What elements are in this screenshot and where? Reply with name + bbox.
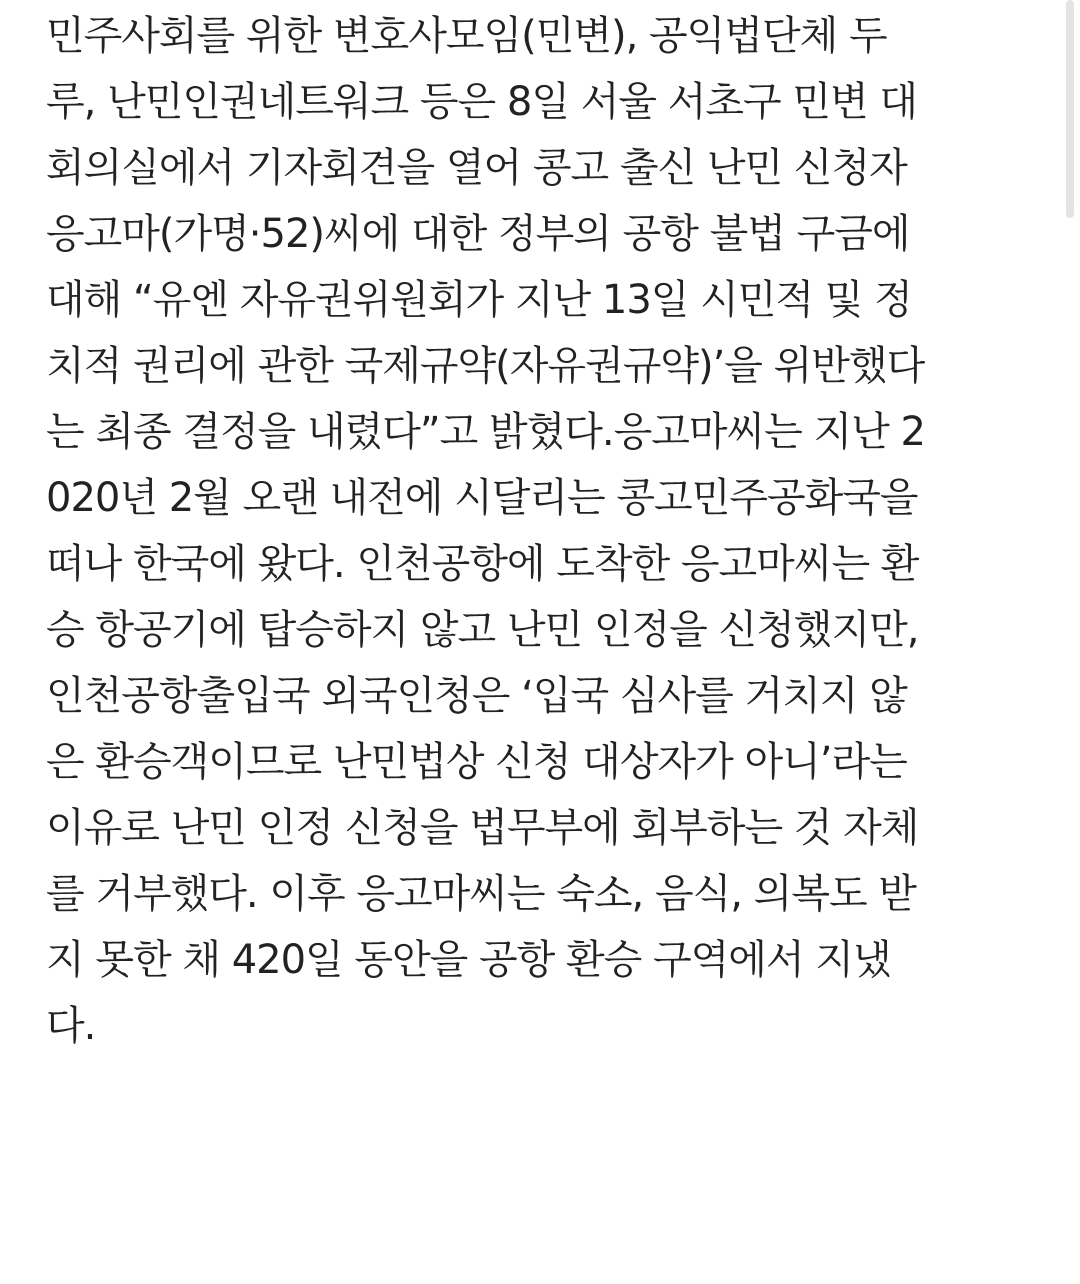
article-line: 대해 “유엔 자유권위원회가 지난 13일 시민적 및 정	[46, 277, 912, 323]
article-line: 응고마(가명·52)씨에 대한 정부의 공항 불법 구금에	[46, 211, 910, 257]
article-line: 회의실에서 기자회견을 열어 콩고 출신 난민 신청자	[46, 145, 907, 191]
article-line: 지 못한 채 420일 동안을 공항 환승 구역에서 지냈	[46, 937, 891, 983]
article-line: 이유로 난민 인정 신청을 법무부에 회부하는 것 자체	[46, 805, 919, 851]
article-line: 루, 난민인권네트워크 등은 8일 서울 서초구 민변 대	[46, 79, 917, 125]
article-line: 민주사회를 위한 변호사모임(민변), 공익법단체 두	[46, 13, 887, 59]
article-line: 은 환승객이므로 난민법상 신청 대상자가 아니’라는	[46, 739, 907, 785]
article-line: 인천공항출입국 외국인청은 ‘입국 심사를 거치지 않	[46, 673, 907, 719]
article-line: 는 최종 결정을 내렸다”고 밝혔다.응고마씨는 지난 2	[46, 409, 925, 455]
article-line: 020년 2월 오랜 내전에 시달리는 콩고민주공화국을	[46, 475, 918, 521]
article-line: 를 거부했다. 이후 응고마씨는 숙소, 음식, 의복도 받	[46, 871, 916, 917]
article-line: 떠나 한국에 왔다. 인천공항에 도착한 응고마씨는 환	[46, 541, 919, 587]
scrollbar[interactable]	[1066, 0, 1074, 218]
article-body	[46, 3, 1026, 1059]
article-line: 승 항공기에 탑승하지 않고 난민 인정을 신청했지만,	[46, 607, 919, 653]
article-line: 다.	[46, 1003, 96, 1049]
article-line: 치적 권리에 관한 국제규약(자유권규약)’을 위반했다	[46, 343, 925, 389]
